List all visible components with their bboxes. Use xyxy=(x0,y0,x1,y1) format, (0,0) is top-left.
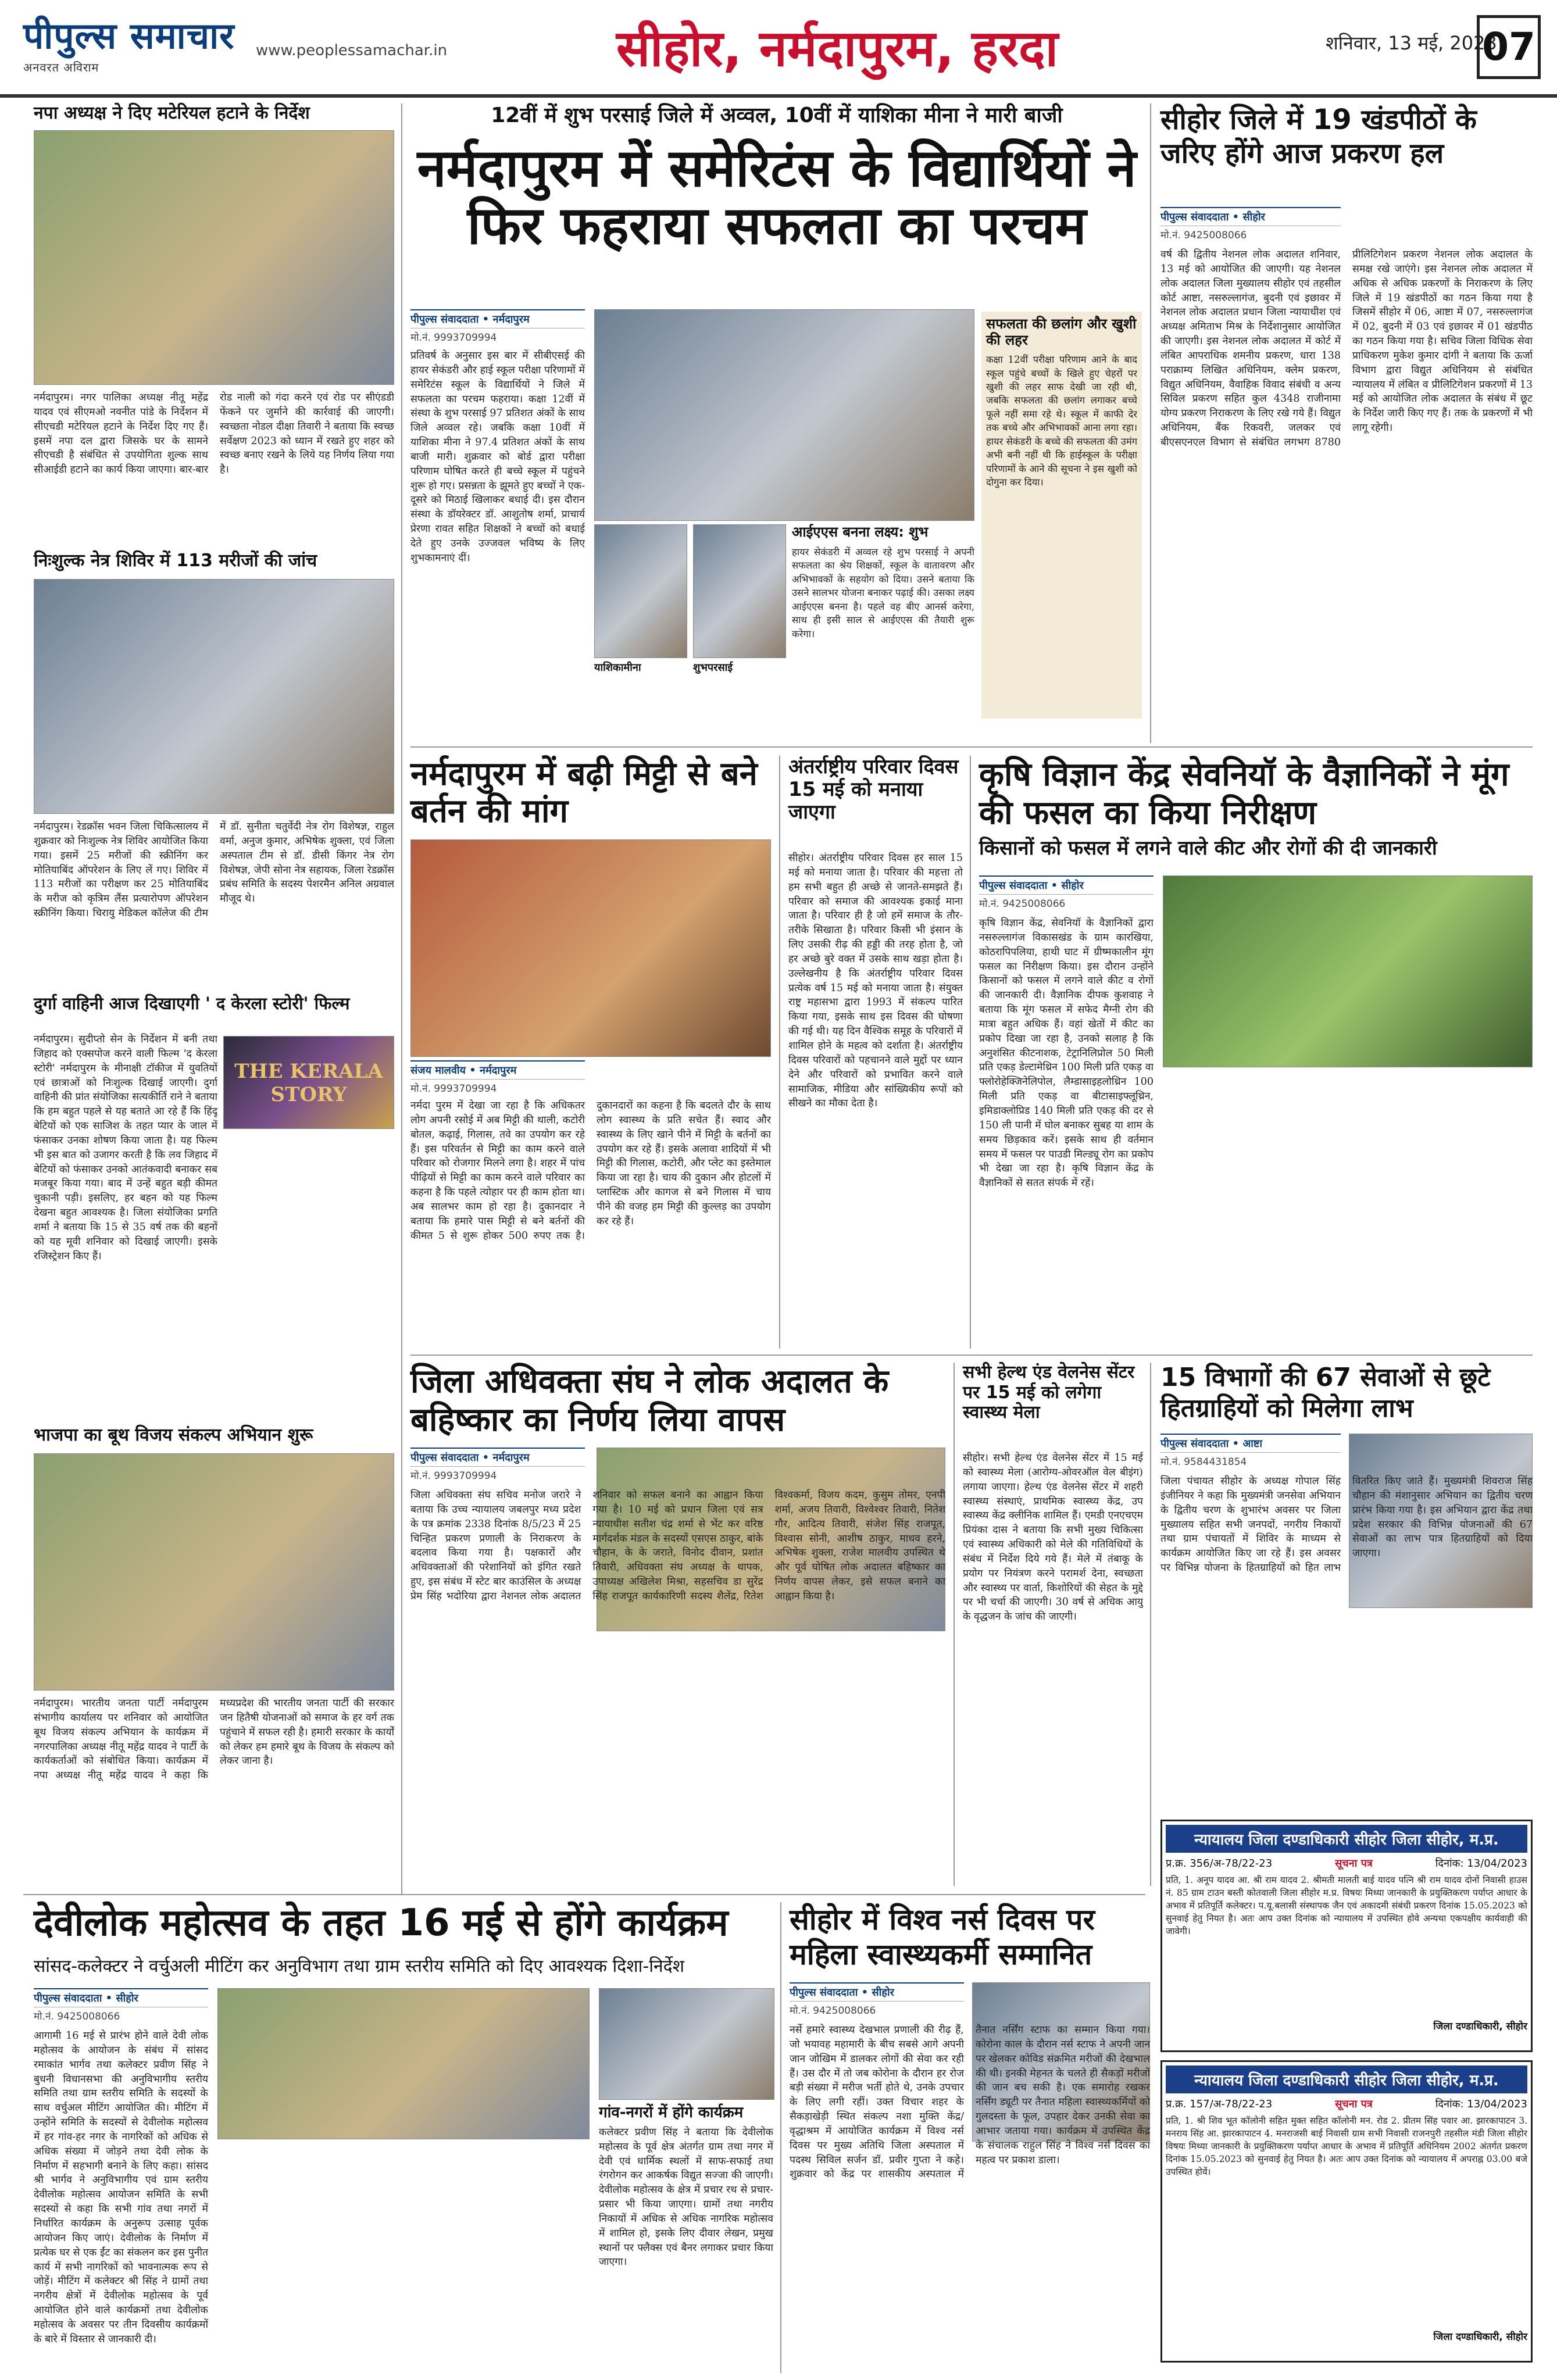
sehore-body: वर्ष की द्वितीय नेशनल लोक अदालत शनिवार, 13 मई को आयोजित की जाएगी। यह नेशनल लोक अदालत जिला मुख्यालय सीहोर एवं तहसील कोर्ट आष्टा, नसरुल्लागंज, बुदनी एवं इछावर में नेशनल लोक अदालत प्रधान जिला न्यायाधीश एवं अध्यक्ष अमिताभ मिश्र के निर्देशानुसार आयोजित की जाएगी। इस नेशनल लोक अदालत में कोर्ट में लंबित आपराधिक शमनीय प्रकरण, धारा 138 पराक्राम्य लिखित अधिनियम, क्लेम प्रकरण, विद्युत अधिनियम, वैवाहिक विवाद संबंधी व अन्य सिविल प्रकरण सहित कुल 4348 राजीनामा योग्य प्रकरण निराकरण के लिए रखे गये हैं। विद्युत अधिनियम, बैंक रिकवरी, जलकर एवं बीएसएनएल विभाग से संबंधित लगभग 8780 प्रीलिटिगेशन प्रकरण नेशनल लोक अदालत के समक्ष रखे जाएंगे। इस नेशनल लोक अदालत में अधिक से अधिक प्रकरणों के निराकरण के लिए जिले में 19 खंडपीठों का गठन किया गया है जिसमें सीहोर में 06, आष्टा में 07, नसरुल्लागंज में 02, बुदनी में 03 एवं इछावर में 01 खंडपीठ का गठन किया गया है। सचिव जिला विधिक सेवा प्राधिकरण मुकेश कुमार दांगी ने बताया कि ऊर्जा विभाग द्वारा विद्युत अधिनियम से संबंधित न्यायालय में लंबित व प्रीलिटिगेशन प्रकरणों में 13 मई को आयोजित लोक अदालत के संबंध में छूट के निर्देश जारी किए गए हैं। तक के प्रकरणों में भी लागू रहेगी। xyxy=(1160,249,1533,448)
services-body: जिला पंचायत सीहोर के अध्यक्ष गोपाल सिंह इंजीनियर ने कहा कि मुख्यमंत्री जनसेवा अभियान के द्वितीय चरण के शुभारंभ अवसर पर जिला मुख्यालय सहित सभी जनपदों, नगरीय निकायों तथा ग्राम पंचायतों में शिविर के माध्यम से कार्यक्रम आयोजित किए जा रहे हैं। इस अवसर पर विभिन्न योजना के हितग्राहियों को हित लाभ वितरित किए जाते हैं। मुख्यमंत्री शिवराज सिंह चौहान की मंशानुसार अभियान का द्वितीय चरण प्रारंभ किया गया है। इस अभियान द्वारा केंद्र तथा प्रदेश सरकार की विभिन्न योजनाओं की 67 सेवाओं का लाभ पात्र हितग्राहियों को दिया जाएगा। xyxy=(1160,1475,1533,1574)
devlok-byline: पीपुल्स संवाददाता • सीहोर xyxy=(34,1988,208,2007)
samerit-byline: पीपुल्स संवाददाता • नर्मदापुरम xyxy=(410,309,585,328)
bar-headline: जिला अधिवक्ता संघ ने लोक अदालत के बहिष्कार का निर्णय लिया वापस xyxy=(410,1363,889,1439)
notice-2-meta xyxy=(1166,2097,1527,2111)
masthead xyxy=(0,0,1557,98)
column-divider xyxy=(401,103,402,1894)
notice-1-case: प्र.क्र. 356/अ-78/22-23 xyxy=(1166,1857,1273,1870)
eye-headline: निःशुल्क नेत्र शिविर में 113 मरीजों की जांच xyxy=(34,551,317,571)
krishi-subhead: किसानों को फसल में लगने वाले कीट और रोगों की दी जानकारी xyxy=(979,837,1437,860)
bar-mobile: मो.नं. 9993709994 xyxy=(410,1470,497,1482)
eye-body: नर्मदापुरम। रेडक्रॉस भवन जिला चिकित्सालय में शुक्रवार को निःशुल्क नेत्र शिविर आयोजित किया गया। इसमें 25 मरीजों की स्क्रीनिंग कर मोतियाबिंद ऑपरेशन के लिए लें गए। शिविर में 113 मरीजों का परीक्षण कर 25 मोतियाबिंद के मरीज को कृत्रिम लैंस प्रत्यारोपण ऑपरेशन स्क्रीनिंग किया। चिरायु मेडिकल कॉलेज की टीम में डॉ. सुनीता चतुर्वेदी नेत्र रोग विशेषज्ञ, राहुल वर्मा, अनुज कुमार, अभिषेक शुक्ला, एवं जिला अस्पताल टीम से डॉ. डीसी किंगर नेत्र रोग विशेषज्ञ, जेपी सोना नेत्र सहायक, जिला रेडक्रॉस प्रबंध समिति के सदस्य पेशरमैन अनिल अग्रवाल मौजूद थे। xyxy=(34,821,394,920)
logo-tagline: अनवरत अविराम xyxy=(23,60,99,74)
krishi-field-photo xyxy=(1163,875,1533,1067)
notice-1-title: सूचना पत्र xyxy=(1335,1857,1373,1870)
devlok-subhead: सांसद-कलेक्टर ने वर्चुअली मीटिंग कर अनुविभाग तथा ग्राम स्तरीय समिति को दिए आवश्यक दिशा-निर्देश xyxy=(34,1956,684,1977)
notice-2-court: न्यायालय जिला दण्डाधिकारी सीहोर जिला सीहोर, म.प्र. xyxy=(1166,2065,1527,2093)
health-body: सीहोर। सभी हेल्थ एंड वेलनेस सेंटर में 15 मई को स्वास्थ्य मेला (आरोग्य-ओवरऑल वेल बीइंग) लगाया जाएगा। हेल्थ एंड वेलनेस सेंटर में शहरी स्वास्थ्य संस्थाएं, प्राथमिक स्वास्थ्य केंद्र, उप स्वास्थ्य केंद्र क्लीनिक शामिल हैं। एमडी एनएचएम प्रियंका दास ने बताया कि सभी मुख्य चिकित्सा एवं स्वास्थ्य अधिकारी को मेले की गतिविधियों के संबंध में निर्देश दिये गये हैं। मेले में तंबाकू के प्रयोग पर नियंत्रण करने परामर्श देना, स्वच्छता और स्वास्थ्य पर वार्ता, किशोरियों की सेहत के मुद्दे पर भी चर्चा की जाएगी। 30 वर्ष से अधिक आयु के वृद्धजन के जांच की जाएगी। xyxy=(963,1452,1143,1623)
pots-photo xyxy=(410,839,771,1057)
napa-body: नर्मदापुरम। नगर पालिका अध्यक्ष नीतू महेंद्र यादव एवं सीएमओ नवनीत पांडे के निर्देशन में सीएचडी मटेरियल हटाने के निर्देश दिए गए हैं। इसमें नपा दल द्वारा जिसके घर के सामने सीएचडी है संबंधित से उपयोगिता शुल्क साथ सीआईडी हटाने का कार्य किया जाएगा। बार-बार रोड नाली को गंदा करने एवं रोड पर सीएंडडी फेंकने पर जुर्माने की कार्रवाई की जाएगी। स्वच्छता नोडल दीक्षा तिवारी ने बताया कि स्वच्छ सर्वेक्षण 2023 को ध्यान में रखते हुए शहर को स्वच्छ बनाए रखने के लिये यह निर्णय लिया गया है। xyxy=(34,392,394,476)
logo-text: पीपुल्स समाचार xyxy=(23,15,235,57)
notice-1-date: दिनांक: 13/04/2023 xyxy=(1435,1857,1527,1870)
services-byline: पीपुल्स संवाददाता • आष्टा xyxy=(1160,1434,1341,1453)
bjp-photo xyxy=(34,1453,394,1691)
health-headline: सभी हेल्थ एंड वेलनेस सेंटर पर 15 मई को लगेगा स्वास्थ्य मेला xyxy=(963,1362,1135,1423)
devlok-box-head: गांव-नगरों में होंगे कार्यक्रम xyxy=(599,2104,744,2121)
sehore-mobile: मो.नं. 9425008066 xyxy=(1160,230,1247,241)
devlok-box-body: कलेक्टर प्रवीण सिंह ने बताया कि देवीलोक महोत्सव के पूर्व क्षेत्र अंतर्गत ग्राम तथा नगर में देवी एवं धार्मिक स्थलों में साफ-सफाई तथा रंगरोगन कर आकर्षक विद्युत सज्जा की जाएगी। देवीलोक महोत्सव के क्षेत्र में प्रचार रथ से प्रचार-प्रसार भी किया जाएगा। ग्रामों तथा नगरीय निकायों में अधिक से अधिक नागरिक महोत्सव में शामिल हो, इसके लिए दीवार लेखन, प्रमुख स्थानों पर फ्लैक्स एवं बैनर लगाकर प्रचार किया जाएगा। xyxy=(599,2126,773,2268)
krishi-body: कृषि विज्ञान केंद्र, सेवनियॉ के वैज्ञानिकों द्वारा नसरुल्लागंज विकासखंड के ग्राम कारखिया, कोठरापिपलिया, हाथी घाट में ग्रीष्मकालीन मूंग फसल का निरीक्षण किया। इस दौरान उन्होंने किसानों को फसल में लगने वाले कीट व रोगों की जानकारी दी। वैज्ञानिक दीपक कुशवाह ने बताया कि मूंग फसल में सफेद मैग्नी रोग की मात्रा बहुत अधिक हैं। वहां खेतों में कीट का प्रकोप दिखा जा रहा है, उनको सलाह है कि अनुशंसित कीटनाशक, टेट्रानिलिप्रोल 50 मिली प्रति एकड़ डेल्टामेथ्रिन 100 मिली प्रति एकड़ वा फ्लोरोहेक्जिनेलिपोल, लैम्डासाइहलोथ्रिन 100 मिली प्रति एकड़ वा बीटासाइफ्लूथ्रिन, इमिडाक्लोप्रिड 140 मिली प्रति एकड़ की दर से 150 ली पानी में घोल बनाकर सुबह या शाम के समय छिड़काव करें। इसके साथ ही वर्तमान समय में फसल पर पाउडी मिल्ड्यू रोग का प्रकोप भी देखा जा रहा है। कृषि विज्ञान केंद्र के वैज्ञानिकों से सतत संपर्क में रहें। xyxy=(979,917,1154,1189)
services-mobile: मो.नं. 9584431854 xyxy=(1160,1456,1247,1468)
eye-camp-photo xyxy=(34,579,394,814)
success-subhead: सफलता की छलांग और खुशी की लहर xyxy=(986,316,1137,348)
samerit-mobile: मो.नं. 9993709994 xyxy=(410,332,497,344)
krishi-body-cont xyxy=(1163,1073,1533,1346)
devlok-mobile: मो.नं. 9425008066 xyxy=(34,2011,120,2022)
notice-2-title: सूचना पत्र xyxy=(1335,2098,1373,2110)
notice-1-meta xyxy=(1166,1856,1527,1870)
notice-1-court: न्यायालय जिला दण्डाधिकारी सीहोर जिला सीहोर, म.प्र. xyxy=(1166,1825,1527,1853)
section-title: सीहोर, नर्मदापुरम, हरदा xyxy=(616,20,1059,78)
nurse-headline: सीहोर में विश्व नर्स दिवस पर महिला स्वास्थ्यकर्मी सम्मानित xyxy=(790,1903,1095,1971)
family-headline: अंतर्राष्ट्रीय परिवार दिवस 15 मई को मनाया जाएगा xyxy=(788,755,959,824)
napa-headline: नपा अध्यक्ष ने दिए मटेरियल हटाने के निर्देश xyxy=(34,103,310,123)
krishi-headline: कृषि विज्ञान केंद्र सेवनियॉ के वैज्ञानिकों ने मूंग की फसल का किया निरीक्षण xyxy=(979,756,1509,832)
napa-photo xyxy=(34,130,394,385)
samerit-body: प्रतिवर्ष के अनुसार इस बार में सीबीएसई की हायर सेकंडरी और हाई स्कूल परीक्षा परिणामों में समेरिटंस स्कूल के विद्यार्थियों ने जिले में सफलता का परचम फहराया। कक्षा 12वीं में संस्था के शुभ परसाई 97 प्रतिशत अंकों के साथ जिले अव्वल रहे। जबकि कक्षा 10वीं में याशिका मीना ने 97.4 प्रतिशत अंकों के साथ बाजी मारी। शुक्रवार को बोर्ड द्वारा परीक्षा परिणाम घोषित करते ही बच्चे स्कूल में पहुंचने शुरू हो गए। प्रसन्नता के झूमते हुए बच्चों ने एक-दूसरे को मिठाई खिलाकर बधाई दी। इस दौरान संस्था के डॉयरेक्टर डॉ. आशुतोष शर्मा, प्राचार्य प्रेरणा रावत सहित शिक्षकों ने बच्चों को बधाई देते हुए उनके उज्जवल भविष्य के लिए शुभकामनाएं दीं। xyxy=(410,350,585,564)
devlok-sidebar xyxy=(599,1988,773,2372)
success-box xyxy=(981,312,1142,719)
nurse-mobile: मो.नं. 9425008066 xyxy=(790,2005,876,2017)
pots-headline: नर्मदापुरम में बढ़ी मिट्टी से बने बर्तन की मांग xyxy=(410,755,758,831)
poster-title: THE KERALA STORY xyxy=(234,1060,383,1106)
bar-byline: पीपुल्स संवाददाता • नर्मदापुरम xyxy=(410,1448,585,1467)
pots-body: नर्मदा पुरम में देखा जा रहा है कि अधिकतर लोग अपनी रसोई में अब मिट्टी की थाली, कटोरी बोतल, कढ़ाई, गिलास, तवे का उपयोग कर रहे हैं। इस परिवर्तन से मिट्टी का काम करने वाले परिवार को रोजगार मिलने लगा है। शहर में पांच पीढ़ियों से मिट्टी का काम करने वाले परिवार का कहना है कि पहले त्योहार पर ही काम होता था। अब सालभर काम हो रहा है। दुकानदार ने बताया कि हमारे पास मिट्टी से बने बर्तनों की कीमत 5 से शुरू होकर 500 रुपए तक है। दुकानदारों का कहना है कि बदलते दौर के साथ लोग स्वास्थ्य के प्रति सचेत हैं। स्वाद और स्वास्थ्य के लिए खाने पीने में मिट्टी के बर्तनों का उपयोग कर रहे हैं। इसके अलावा शादियों में भी मिट्टी की गिलास, कटोरी, और प्लेट का इस्तेमाल किया जा रहा है। चाय की दुकान और होटलों में प्लास्टिक और कागज से बने गिलास में चाय पीने की वजह हम मिट्टी की कुल्लड़ का उपयोग कर रहे हैं। xyxy=(410,1100,771,1242)
row-divider xyxy=(410,746,1533,748)
notice-2-case: प्र.क्र. 157/अ-78/22-23 xyxy=(1166,2098,1273,2110)
column-divider xyxy=(954,1363,955,1886)
row-divider xyxy=(410,1355,1533,1356)
issue-date: शनिवार, 13 मई, 2023 xyxy=(1326,32,1497,54)
newspaper-logo xyxy=(23,10,235,75)
krishi-mobile: मो.नं. 9425008066 xyxy=(979,898,1066,910)
bjp-headline: भाजपा का बूथ विजय संकल्प अभियान शुरू xyxy=(34,1425,313,1445)
shubh-caption: शुभपरसाई xyxy=(693,662,733,674)
column-divider xyxy=(970,756,971,1349)
sehore-byline: पीपुल्स संवाददाता • सीहोर xyxy=(1160,207,1341,226)
notice-2-sign: जिला दण्डाधिकारी, सीहोर xyxy=(1433,2331,1527,2343)
samerit-group-photo xyxy=(594,309,974,521)
devlok-body-cont xyxy=(217,2145,590,2372)
column-divider xyxy=(779,756,780,1349)
column-divider xyxy=(1150,1363,1151,1886)
devlok-meeting-photo xyxy=(217,1988,590,2139)
ias-subhead: आईएएस बनना लक्ष्य: शुभ xyxy=(792,524,929,540)
yashika-caption: याशिकामीना xyxy=(594,662,641,674)
ias-body: हायर सेकंडरी में अव्वल रहे शुभ परसाई ने अपनी सफलता का श्रेय शिक्षकों, स्कूल के वातावरण और अभिभावकों के सहयोग को दिया। उसने बताया कि उसने सालभर योजना बनाकर पढ़ाई की। उसका लक्ष्य आईएएस बनना है। पहले वह बीए आनर्स करेगा, साथ ही इसी साल से आईएएस की तैयारी शुरू करेगा। xyxy=(792,546,974,639)
shubh-photo xyxy=(693,524,786,658)
devlok-body: आगामी 16 मई से प्रारंभ होने वाले देवी लोक महोत्सव के आयोजन के संबंध में सांसद रमाकांत भार्गव तथा कलेक्टर प्रवीण सिंह ने बुधनी विधानसभा की अनुविभागीय स्तरीय समिति तथा ग्राम स्तरीय समिति के सदस्यों के साथ वर्चुअल मीटिंग आयोजित की। मीटिंग में उन्होंने समिति के सदस्यों से देवीलोक महोत्सव में हर गांव-हर नगर के नागरिकों को अधिक से अधिक संख्या में जोड़ने तथा देवी लोक के निर्माण में सहभागी बनाने के लिए कहा। सांसद श्री भार्गव ने अनुविभागीय एवं ग्राम स्तरीय देवीलोक महोत्सव आयोजन समिति के सभी सदस्यों से कहा कि सभी गांव तथा नगरों में निर्धारित कार्यक्रम के अनुरूप उत्साह पूर्वक आयोजन किए जाएं। देवीलोक के निर्माण में प्रत्येक घर से एक ईंट का संकलन कर इस पुनीत कार्य में सभी नागरिकों को भावनात्मक रूप से जोड़ें। मीटिंग में कलेक्टर श्री सिंह ने ग्रामों तथा नगरीय क्षेत्रों में देवीलोक महोत्सव के पूर्व आयोजित होने वाले कार्यक्रमों तथा देवीलोक महोत्सव के अवसर पर तीन दिवसीय कार्यक्रमों के बारे में विस्तार से जानकारी दी। xyxy=(34,2030,208,2345)
court-notice-1 xyxy=(1160,1820,1533,2052)
bjp-body: नर्मदापुरम। भारतीय जनता पार्टी नर्मदापुरम संभागीय कार्यालय पर शनिवार को आयोजित बूथ विजय संकल्प अभियान के कार्यक्रम में नगरपालिका अध्यक्ष नीतू महेंद्र यादव ने पार्टी के कार्यकर्ताओं को संबोधित किया। कार्यक्रम में नपा अध्यक्ष नीतू महेंद्र यादव ने कहा कि मध्यप्रदेश की भारतीय जनता पार्टी की सरकार जन हितैषी योजनाओं को समाज के हर वर्ग तक पहुंचाने में सफल रही है। हमारी सरकार के कार्यों को लेकर हम हमारे बूथ के विजय के संकल्प को लेकर जाना है। xyxy=(34,1698,394,1782)
sehore-headline: सीहोर जिले में 19 खंडपीठों के जरिए होंगे आज प्रकरण हल xyxy=(1160,103,1477,170)
yashika-photo xyxy=(594,524,687,658)
pots-byline: संजय मालवीय • नर्मदापुरम xyxy=(410,1060,585,1080)
column-divider xyxy=(780,1902,781,2373)
notice-2-date: दिनांक: 13/04/2023 xyxy=(1435,2098,1527,2110)
nurse-byline: पीपुल्स संवाददाता • सीहोर xyxy=(790,1982,964,2002)
page-number: 07 xyxy=(1477,15,1541,79)
bar-body: जिला अधिवक्ता संघ सचिव मनोज जरारे ने बताया कि उच्च न्यायालय जबलपुर मध्य प्रदेश के पत्र क्रमांक 2338 दिनांक 8/5/23 में 25 चिन्हित प्रकरण प्रणाली के निराकरण के बदलाव किया गया है। पक्षकारों और अधिवक्ताओं की परेशानियों को इंगित रखते हुए, इस संबंध में स्टेट बार काउंसिल के अध्यक्ष प्रेम सिंह भदोरिया द्वारा नेशनल लोक अदालत शनिवार को सफल बनाने का आह्वान किया गया है। 10 मई को प्रधान जिला एवं सत्र न्यायाधीश सतीश चंद्र शर्मा से भेंट कर वरिष्ठ मार्गदर्शक मंडल के सदस्यों एसएस ठाकुर, बांके चौहान, के के जराते, विनोद दीवान, प्रशांत तिवारी, अधिवक्ता संघ अध्यक्ष के थापक, उपाध्यक्ष अखिलेश मिश्रा, सहसचिव डा सुरेंद्र सिंह राजपूत कार्यकारिणी सदस्य शैलेंद्र, रितेश विश्वकर्मा, विजय कदम, कुसुम तोमर, एनपी शर्मा, अजय तिवारी, विश्वेश्वर तिवारी, नितेश गौर, आदित्य तिवारी, संजेश सिंह राजपूत, विश्वास सोनी, आशीष ठाकुर, माधव हरने, अभिषेक शुक्ला, राजेश मालवीय उपस्थित थे और पूर्व घोषित लोक अदालत बहिष्कार का निर्णय वापस लेकर, इसे सफल बनाने का आह्वान किया है। xyxy=(410,1489,945,1602)
notice-2-body: प्रति, 1. श्री शिव भूत कॉलोनी सहित मुक्त सहित कॉलोनी मन. रोड 2. प्रीतम सिंह पवार आ. झारकापाटन 3. मनराय सिंह आ. झारकापाटन 4. मनराजसी बाई निवासी ग्राम सभी निवासी राजनपुरी तहसील मंडी जिला सीहोर विषयः मिथ्या जानकारी के प्रयुक्तिकरण पर्याप्त आधार के अभाव में प्रतिपूर्ति अधिनियम 2002 अंतर्गत प्रकरण दिनांक 15.05.2023 को सुनवाई हेतु नियत है। अतः आप उक्त दिनांक को न्यायालय में अपराह्न 03.00 बजे उपस्थित होवें। xyxy=(1166,2115,1527,2177)
success-body: कक्षा 12वीं परीक्षा परिणाम आने के बाद स्कूल पहुंचे बच्चों के खिले हुए चेहरों पर खुशी की लहर साफ देखी जा रही थी, जबकि सफलता की छलांग लगाकर बच्चे फूले नहीं समा रहे थे। स्कूल में काफी देर तक बच्चे और अभिभावकों आना लगा रहा। हायर सेकंडरी के बच्चे की सफलता की उमंग अभी बनी नहीं थी कि हाईस्कूल के परीक्षा परिणामों के आने की सूचना ने इस खुशी को दोगुना कर दिया। xyxy=(986,354,1137,488)
samerit-topline: 12वीं में शुभ परसाई जिले में अव्वल, 10वीं में याशिका मीना ने मारी बाजी xyxy=(491,103,1063,127)
column-divider xyxy=(1150,103,1151,743)
services-headline: 15 विभागों की 67 सेवाओं से छूटे हितग्राहियों को मिलेगा लाभ xyxy=(1160,1363,1491,1423)
samerit-headline: नर्मदापुरम में समेरिटंस के विद्यार्थियों ने फिर फहराया सफलता का परचम xyxy=(417,138,1137,256)
samerit-body-cont xyxy=(594,674,786,721)
notice-1-sign: जिला दण्डाधिकारी, सीहोर xyxy=(1433,2021,1527,2032)
kerala-headline: दुर्गा वाहिनी आज दिखाएगी ' द केरला स्टोरी' फिल्म xyxy=(34,994,350,1013)
krishi-byline: पीपुल्स संवाददाता • सीहोर xyxy=(979,875,1154,895)
pots-mobile: मो.नं. 9993709994 xyxy=(410,1083,497,1095)
kerala-body: नर्मदापुरम। सुदीप्तो सेन के निर्देशन में बनी तथा जिहाद को एक्सपोज करने वाली फिल्म 'द केरला स्टोरी' नर्मदापुरम के मीनाक्षी टॉकीज में युवतियों एवं छात्राओं को निःशुल्क दिखाई जाएगी। दुर्गा वाहिनी की प्रांत संयोजिका सत्यकीर्ति राने ने बताया कि हम बहुत पहले से यह बताते आ रहे हैं कि हिंदू बेटियों को एक साजिश के तहत प्यार के जाल में फंसाकर उनका शोषण किया जाता है। यह फिल्म भी इस बात को उजागर करती है कि लव जिहाद में बेटियों को फंसाकर उनको आतंकवादी बनाकर सब मजबूर किया गया। बाद में उन्हें बहुत बड़ी कीमत चुकानी पड़ी। इसलिए, हर बहन को यह फिल्म देखना बहुत आवश्यक है। जिला संयोजिका प्रगति शर्मा ने बताया कि 15 से 35 वर्ष तक की बहनों को यह मूवी शनिवार को दिखाई जाएगी। इसके रजिस्ट्रेशन किए हैं। xyxy=(34,1034,217,1262)
devlok-sidebar-photo xyxy=(599,1988,774,2100)
family-body: सीहोर। अंतर्राष्ट्रीय परिवार दिवस हर साल 15 मई को मनाया जाता है। परिवार की महत्ता तो हम सभी बहुत ही अच्छे से जानते-समझते हैं। परिवार को समाज की आवश्यक इकाई माना जाता है। परिवार ही है जो हमें समाज के तौर-तरीके सिखाता है। परिवार किसी भी इंसान के लिए उसकी रीढ़ की हड्डी की तरह होता है, जो हर अच्छे बुरे वक्त में उसके साथ खड़ा होता है। उल्लेखनीय है कि अंतर्राष्ट्रीय परिवार दिवस प्रत्येक वर्ष 15 मई को मनाया जाता है। संयुक्त राष्ट्र महासभा द्वारा 1993 में संकल्प पारित किया गया, इसके साथ इस दिवस की घोषणा की गई थी। यह दिन वैश्विक समूह के परिवारों में शामिल होने के महत्व को दर्शाता है। अंतर्राष्ट्रीय दिवस परिवारों को पहचानने वाले मुद्दों पर ध्यान देने और परिवारों को प्रभावित करने वाले सामाजिक, मीडिया और सांख्यिकीय रूपों को सीखने का मौका देता है। xyxy=(788,852,963,1110)
row-divider xyxy=(23,1894,1145,1895)
kerala-poster xyxy=(223,1036,394,1129)
court-notice-2 xyxy=(1160,2060,1533,2363)
devlok-headline: देवीलोक महोत्सव के तहत 16 मई से होंगे कार्यक्रम xyxy=(34,1902,728,1945)
nurse-body: नर्से हमारे स्वास्थ्य देखभाल प्रणाली की रीढ़ हैं, जो भयावह महामारी के बीच सबसे आगे अपनी जान जोखिम में डालकर लोगों की सेवा कर रही हैं। उस दौर में तो जब कोरोना के दौरान हर रोज बड़ी संख्या में मरीज भर्ती होते थे, उनके उपचार के लिए लगी रहीं। उक्त विचार शहर के सैकड़ाखेड़ी स्थित संकल्प नशा मुक्ति केंद्र/वृद्धाश्रम में आयोजित कार्यक्रम में विश्व नर्स दिवस पर मुख्य अतिथि जिला अस्पताल में पदस्थ सिविल सर्जन डॉ. प्रवीर गुप्ता ने कहे। शुक्रवार को केंद्र पर शासकीय अस्पताल में तैनात नर्सिंग स्टाफ का सम्मान किया गया। कोरोना काल के दौरान नर्स स्टाफ ने अपनी जान पर खेलकर कोविड संक्रमित मरीजों की देखभाल की थी। इनकी मेहनत के चलते ही सैकड़ों मरीजों की जान बच सकी है। एक समारोह रखकर नर्सिंग ड्यूटी पर तैनात महिला स्वास्थ्यकर्मियों को गुलदस्ता के फूल, उपहार देकर उनकी सेवा का आभार जताया गया। कार्यक्रम में उपस्थित केंद्र के संचालक राहुल सिंह ने विश्व नर्स दिवस का महत्व पर प्रकाश डाला। xyxy=(790,2024,1150,2181)
notice-1-body: प्रति, 1. अनूप यादव आ. श्री राम यादव 2. श्रीमती मालती बाई यादव पत्नि श्री राम यादव दोनों निवासी हाउस नं. 85 ग्राम टाउन बस्ती कोतवाली जिला सीहोर म.प्र. विषयः मिथ्या जानकारी के प्रयुक्तिकरण पर्याप्त आधार के अभाव में प्रतिपूर्ति कलेक्टर। प.यू.बलासी संस्थापक जैन एवं अकादमी संबंधी प्रकरण दिनांक 15.05.2023 को सुनवाई हेतु नियत है। अतः आप उक्त दिनांक को न्यायालय में उपस्थित होवे अन्यथा एकपक्षीय कार्यवाही की जावेगी। xyxy=(1166,1875,1527,1936)
website-url[interactable]: www.peoplessamachar.in xyxy=(256,42,448,59)
